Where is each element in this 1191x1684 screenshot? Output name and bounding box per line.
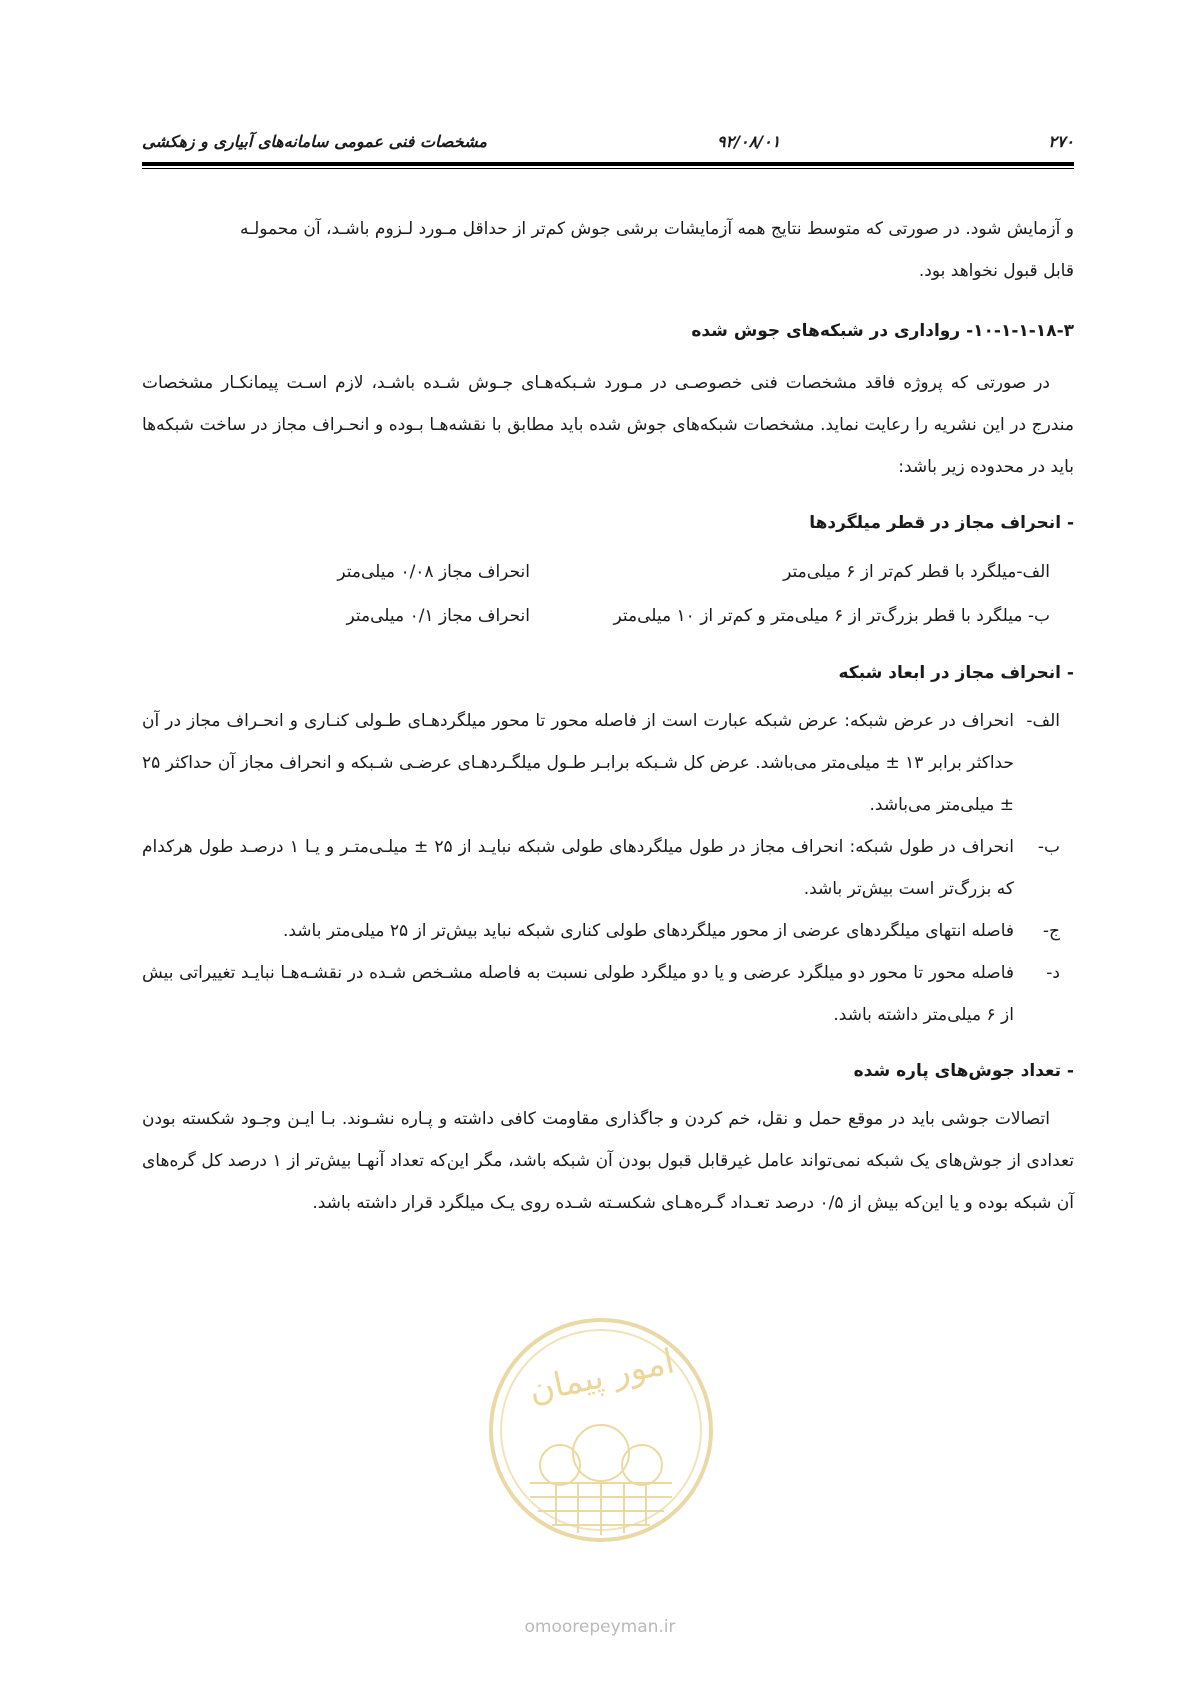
running-title: مشخصات فنی عمومی سامانه‌های آبیاری و زهکشی <box>142 132 487 151</box>
list-item <box>142 952 1060 1036</box>
item-text: انحراف در طول شبکه: انحراف مجاز در طول میلگردهای طولی شبکه نبایـد از ۲۵ ± میلـی‌متـر و یـا ۱ درصـد طول هرکدام که بزرگ‌تر است بیش‌تر باشد. <box>142 837 1014 899</box>
watermark-url: omoorepeyman.ir <box>524 1617 676 1637</box>
welds-paragraph: اتصالات جوشی باید در موقع حمل و نقل، خم کردن و جاگذاری مقاومت کافی داشته و پـاره نشـوند. بـا ایـن وجـود شکسته بودن تعدادی از جوش‌های یک شبکه نمی‌تواند عامل غیرقابل قبول بودن آن شبکه باشد، مگر این‌که تعداد آنهـا بیش‌تر از ۱ درصد کل گره‌های آن شبکه بوده و یا این‌که بیش از ۰/۵ درصد تعـداد گـره‌هـای شکسـته شـده روی یـک میلگرد قرار داشته باشد. <box>142 1109 1074 1213</box>
diameter-row <box>142 550 1050 594</box>
header-rule-thin <box>142 168 1074 169</box>
watermark-seal <box>486 1315 716 1545</box>
svg-text:امور پیمان: امور پیمان <box>525 1341 678 1412</box>
diameter-row-label: ب- میلگرد با قطر بزرگ‌تر از ۶ میلی‌متر و کم‌تر از ۱۰ میلی‌متر <box>613 606 1050 626</box>
item-text: فاصله محور تا محور دو میلگرد عرضی و یا دو میلگرد طولی نسبت به فاصله مشـخص شـده در نقشـه‌هـا نبایـد تغییراتی بیش از ۶ میلی‌متر داشته باشد. <box>142 963 1014 1025</box>
diameter-row <box>142 594 1050 638</box>
diameter-heading: - انحراف مجاز در قطر میلگردها <box>809 513 1074 533</box>
diameter-row-value: انحراف مجاز ۰/۰۸ میلی‌متر <box>337 562 530 582</box>
item-text: فاصله انتهای میلگردهای عرضی از محور میلگردهای طولی کناری شبکه نباید بیش‌تر از ۲۵ میلی‌متر باشد. <box>282 921 1014 941</box>
publication-date: ۹۲/۰۸/۰۱ <box>717 132 781 151</box>
section-paragraph: در صورتی که پروژه فاقد مشخصات فنی خصوصـی در مـورد شـبکه‌هـای جـوش شـده باشـد، لازم اسـت پیمانکـار مشخصات مندرج در این نشریه را رعایت نماید. مشخصات شبکه‌های جوش شده باید مطابق با نقشه‌هـا بـوده و انحـراف مجاز در ساخت شبکه‌ها باید در محدوده زیر باشد: <box>142 373 1074 477</box>
page-number: ۲۷۰ <box>1048 132 1074 151</box>
item-marker: الف- <box>1026 711 1060 731</box>
diameter-table <box>142 550 1074 638</box>
page-body <box>142 208 1074 1224</box>
list-item <box>142 910 1060 952</box>
intro-line: قابل قبول نخواهد بود. <box>918 261 1074 281</box>
dimensions-list <box>142 700 1074 1036</box>
list-item <box>142 826 1060 910</box>
item-marker: د- <box>1046 963 1060 983</box>
intro-line: و آزمایش شود. در صورتی که متوسط نتایج همه آزمایشات برشی جوش کم‌تر از حداقل مـورد لـزوم باشـد، آن محمولـه <box>240 219 1074 239</box>
diameter-row-value: انحراف مجاز ۰/۱ میلی‌متر <box>346 606 530 626</box>
item-marker: ب- <box>1037 837 1060 857</box>
welds-heading: - تعداد جوش‌های پاره شده <box>853 1061 1074 1081</box>
list-item <box>142 700 1060 826</box>
header-rule-thick <box>142 162 1074 166</box>
item-marker: ج- <box>1042 921 1060 941</box>
dimensions-heading: - انحراف مجاز در ابعاد شبکه <box>838 663 1074 683</box>
diameter-row-label: الف-میلگرد با قطر کم‌تر از ۶ میلی‌متر <box>783 562 1050 582</box>
item-text: انحراف در عرض شبکه: عرض شبکه عبارت است از فاصله محور تا محور میلگردهـای طـولی کنـاری و انحـراف مجاز در آن حداکثر برابر ۱۳ ± میلی‌متر می‌باشد. عرض کل شـبکه برابـر طـول میلگـردهـای عرضـی شـبکه و انحراف مجاز آن حداکثر ۲۵ ± میلی‌متر می‌باشد. <box>142 711 1014 815</box>
page-header <box>142 128 1074 158</box>
section-heading: ۱۰-۱-۱-۱۸-۳- رواداری در شبکه‌های جوش شده <box>691 321 1074 341</box>
